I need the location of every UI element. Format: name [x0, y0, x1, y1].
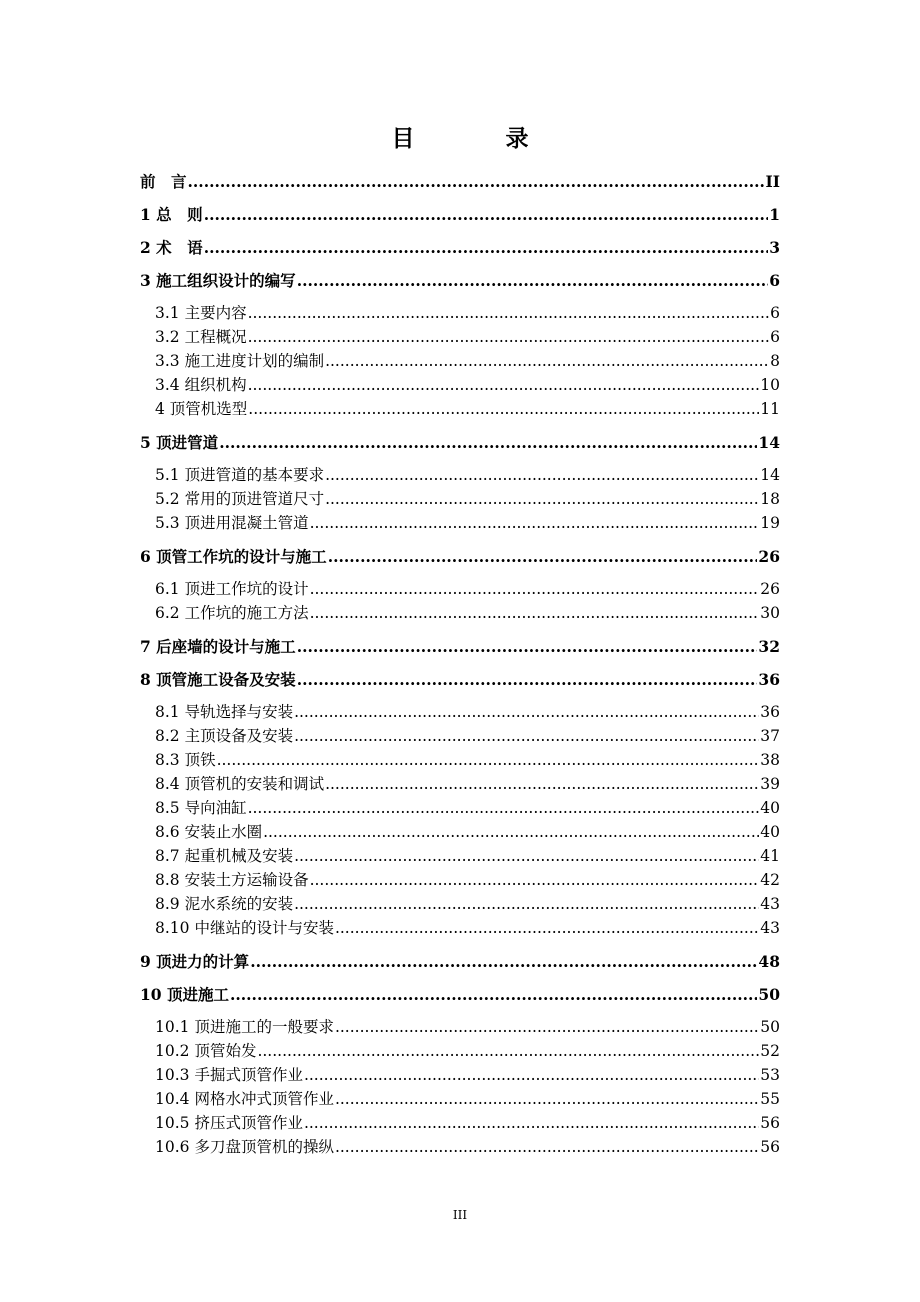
- toc-dot-leader: [257, 1039, 759, 1063]
- toc-section-entry[interactable]: [140, 1015, 780, 1039]
- toc-entry-page: 50: [758, 985, 780, 1004]
- toc-entry-page: 11: [760, 400, 780, 418]
- toc-chapter-entry[interactable]: [140, 545, 780, 578]
- toc-section-entry[interactable]: [140, 916, 780, 940]
- toc-dot-leader: [250, 950, 757, 974]
- toc-entry-page: 39: [760, 775, 780, 793]
- toc-entry-label: 6 顶管工作坑的设计与施工: [140, 547, 327, 566]
- toc-chapter-entry[interactable]: [140, 203, 780, 236]
- toc-entry-label: 7 后座墙的设计与施工: [140, 637, 296, 656]
- toc-dot-leader: [294, 724, 759, 748]
- toc-section-entry[interactable]: [140, 373, 780, 397]
- toc-chapter-entry[interactable]: [140, 236, 780, 269]
- toc-entry-page: 3: [769, 238, 780, 257]
- toc-entry-page: 48: [758, 952, 780, 971]
- toc-section-entry[interactable]: [140, 325, 780, 349]
- toc-dot-leader: [304, 1063, 759, 1087]
- toc-entry-page: 6: [769, 271, 780, 290]
- toc-section-entry[interactable]: [140, 748, 780, 772]
- toc-entry-label: 8.6 安装止水圈: [155, 823, 263, 841]
- toc-entry-label: 3.2 工程概况: [155, 328, 247, 346]
- toc-section-entry[interactable]: [140, 397, 780, 421]
- toc-entry-label: 5.2 常用的顶进管道尺寸: [155, 490, 325, 508]
- toc-entry-label: 10.5 挤压式顶管作业: [155, 1114, 303, 1132]
- toc-dot-leader: [310, 511, 760, 535]
- toc-dot-leader: [248, 397, 759, 421]
- toc-dot-leader: [310, 601, 760, 625]
- toc-dot-leader: [297, 269, 769, 293]
- toc-section-entry[interactable]: [140, 577, 780, 601]
- toc-entry-page: 26: [758, 547, 780, 566]
- page-title: 目 录: [391, 125, 563, 152]
- toc-dot-leader: [248, 373, 760, 397]
- toc-section-entry[interactable]: [140, 301, 780, 325]
- toc-entry-label: 5.3 顶进用混凝土管道: [155, 514, 309, 532]
- toc-dot-leader: [248, 301, 770, 325]
- toc-entry-label: 8 顶管施工设备及安装: [140, 670, 296, 689]
- toc-dot-leader: [310, 577, 760, 601]
- toc-entry-page: 40: [760, 823, 780, 841]
- toc-entry-label: 8.3 顶铁: [155, 751, 216, 769]
- toc-entry-page: 52: [760, 1042, 780, 1060]
- toc-entry-label: 3.4 组织机构: [155, 376, 247, 394]
- toc-section-entry[interactable]: [140, 1135, 780, 1159]
- toc-entry-page: 19: [760, 514, 780, 532]
- toc-entry-label: 8.2 主顶设备及安装: [155, 727, 294, 745]
- toc-dot-leader: [328, 545, 758, 569]
- toc-dot-leader: [297, 635, 758, 659]
- toc-dot-leader: [325, 463, 759, 487]
- toc-dot-leader: [204, 236, 769, 260]
- toc-entry-label: 前 言: [140, 172, 187, 191]
- toc-entry-page: 14: [760, 466, 780, 484]
- toc-section-entry[interactable]: [140, 601, 780, 625]
- toc-entry-page: 43: [760, 895, 780, 913]
- toc-entry-label: 3.3 施工进度计划的编制: [155, 352, 325, 370]
- toc-dot-leader: [335, 1135, 759, 1159]
- toc-dot-leader: [304, 1111, 759, 1135]
- toc-entry-page: 41: [760, 847, 780, 865]
- toc-dot-leader: [263, 820, 759, 844]
- toc-entry-label: 10 顶进施工: [140, 985, 229, 1004]
- toc-dot-leader: [217, 748, 760, 772]
- toc-section-entry[interactable]: [140, 1063, 780, 1087]
- toc-section-entry[interactable]: [140, 1039, 780, 1063]
- toc-chapter-entry[interactable]: [140, 269, 780, 302]
- toc-entry-label: 10.3 手掘式顶管作业: [155, 1066, 303, 1084]
- table-of-contents: [140, 170, 780, 1169]
- toc-entry-page: 6: [770, 304, 780, 322]
- toc-entry-page: 56: [760, 1138, 780, 1156]
- toc-section-entry[interactable]: [140, 349, 780, 373]
- toc-entry-label: 3.1 主要内容: [155, 304, 247, 322]
- toc-dot-leader: [325, 772, 759, 796]
- toc-entry-page: 14: [758, 433, 780, 452]
- toc-section-entry[interactable]: [140, 892, 780, 916]
- toc-section-entry[interactable]: [140, 868, 780, 892]
- toc-section-entry[interactable]: [140, 511, 780, 535]
- toc-entry-page: 40: [760, 799, 780, 817]
- toc-entry-label: 9 顶进力的计算: [140, 952, 250, 971]
- toc-entry-label: 8.7 起重机械及安装: [155, 847, 294, 865]
- toc-dot-leader: [248, 796, 760, 820]
- toc-chapter-entry[interactable]: [140, 635, 780, 668]
- toc-entry-page: 50: [760, 1018, 780, 1036]
- toc-dot-leader: [335, 1087, 759, 1111]
- toc-entry-page: 6: [770, 328, 780, 346]
- toc-section-entry[interactable]: [140, 487, 780, 511]
- toc-section-entry[interactable]: [140, 724, 780, 748]
- toc-entry-label: 8.1 导轨选择与安装: [155, 703, 294, 721]
- toc-entry-page: II: [765, 172, 780, 191]
- toc-dot-leader: [248, 325, 770, 349]
- toc-entry-label: 5 顶进管道: [140, 433, 219, 452]
- toc-chapter-entry[interactable]: [140, 170, 780, 203]
- toc-dot-leader: [294, 892, 759, 916]
- toc-section-entry[interactable]: [140, 1087, 780, 1111]
- toc-dot-leader: [310, 868, 760, 892]
- toc-entry-page: 30: [760, 604, 780, 622]
- toc-entry-page: 55: [760, 1090, 780, 1108]
- toc-dot-leader: [335, 1015, 759, 1039]
- toc-dot-leader: [294, 700, 759, 724]
- toc-entry-label: 10.4 网格水冲式顶管作业: [155, 1090, 334, 1108]
- toc-dot-leader: [219, 431, 757, 455]
- toc-entry-page: 38: [760, 751, 780, 769]
- toc-section-entry[interactable]: [140, 844, 780, 868]
- toc-entry-label: 6.1 顶进工作坑的设计: [155, 580, 309, 598]
- toc-entry-label: 4 顶管机选型: [155, 400, 248, 418]
- toc-dot-leader: [335, 916, 759, 940]
- toc-entry-label: 8.5 导向油缸: [155, 799, 247, 817]
- toc-entry-page: 10: [760, 376, 780, 394]
- toc-section-entry[interactable]: [140, 1111, 780, 1135]
- toc-entry-page: 37: [760, 727, 780, 745]
- toc-entry-label: 10.1 顶进施工的一般要求: [155, 1018, 334, 1036]
- toc-dot-leader: [188, 170, 765, 194]
- toc-entry-page: 53: [760, 1066, 780, 1084]
- toc-section-entry[interactable]: [140, 820, 780, 844]
- toc-entry-page: 32: [758, 637, 780, 656]
- toc-entry-label: 8.8 安装土方运输设备: [155, 871, 309, 889]
- toc-entry-page: 18: [760, 490, 780, 508]
- toc-entry-label: 8.4 顶管机的安装和调试: [155, 775, 325, 793]
- toc-dot-leader: [325, 349, 769, 373]
- toc-chapter-entry[interactable]: [140, 668, 780, 701]
- toc-entry-page: 56: [760, 1114, 780, 1132]
- toc-entry-label: 8.10 中继站的设计与安装: [155, 919, 334, 937]
- toc-dot-leader: [230, 983, 757, 1007]
- toc-entry-label: 3 施工组织设计的编写: [140, 271, 296, 290]
- toc-entry-label: 10.2 顶管始发: [155, 1042, 257, 1060]
- toc-entry-page: 42: [760, 871, 780, 889]
- toc-entry-label: 6.2 工作坑的施工方法: [155, 604, 309, 622]
- toc-section-entry[interactable]: [140, 772, 780, 796]
- toc-section-entry[interactable]: [140, 463, 780, 487]
- toc-entry-label: 5.1 顶进管道的基本要求: [155, 466, 325, 484]
- toc-entry-page: 36: [758, 670, 780, 689]
- toc-entry-label: 10.6 多刀盘顶管机的操纵: [155, 1138, 334, 1156]
- toc-chapter-entry[interactable]: [140, 950, 780, 983]
- toc-section-entry[interactable]: [140, 700, 780, 724]
- toc-entry-page: 36: [760, 703, 780, 721]
- toc-entry-label: 8.9 泥水系统的安装: [155, 895, 294, 913]
- toc-section-entry[interactable]: [140, 796, 780, 820]
- toc-entry-page: 1: [769, 205, 780, 224]
- toc-dot-leader: [297, 668, 758, 692]
- toc-chapter-entry[interactable]: [140, 983, 780, 1016]
- toc-entry-label: 2 术 语: [140, 238, 203, 257]
- toc-dot-leader: [294, 844, 759, 868]
- toc-entry-page: 26: [760, 580, 780, 598]
- toc-dot-leader: [325, 487, 759, 511]
- toc-dot-leader: [204, 203, 769, 227]
- toc-entry-label: 1 总 则: [140, 205, 203, 224]
- toc-entry-page: 43: [760, 919, 780, 937]
- toc-entry-page: 8: [770, 352, 780, 370]
- toc-chapter-entry[interactable]: [140, 431, 780, 464]
- page-number: III: [452, 1208, 468, 1222]
